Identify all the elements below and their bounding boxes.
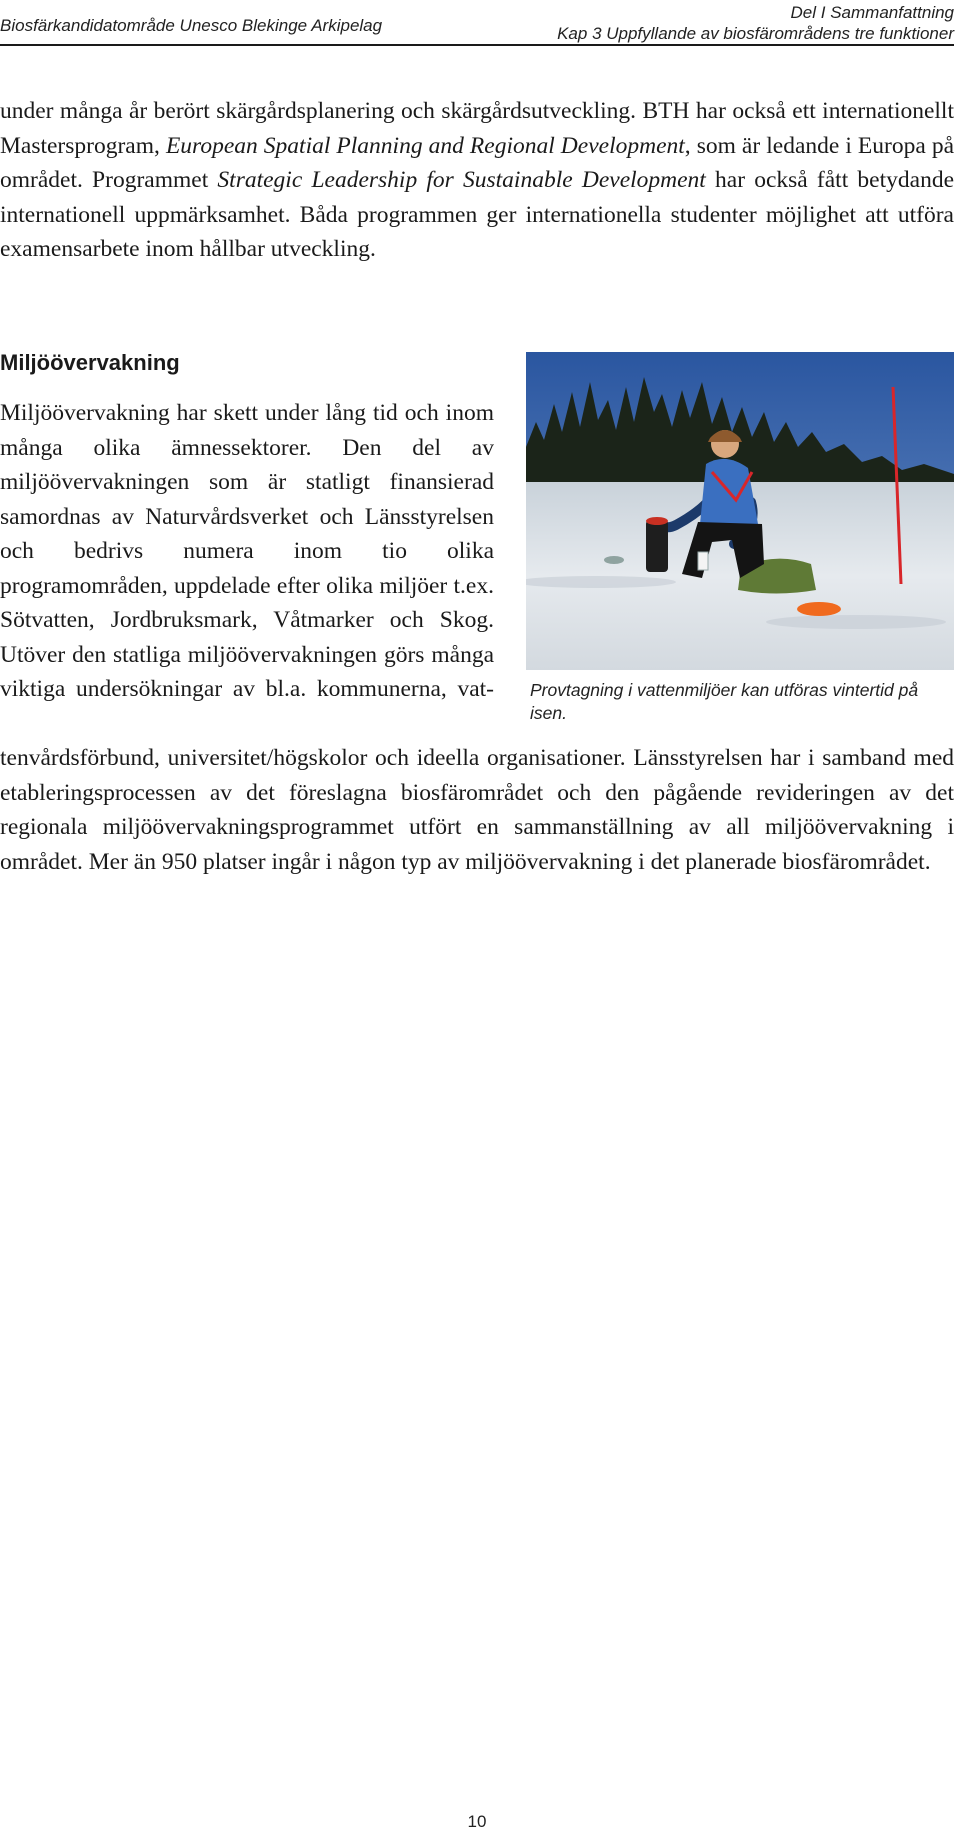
photo-illustration	[526, 352, 954, 670]
page-number: 10	[467, 1812, 487, 1831]
header-chapter-label: Kap 3 Uppfyllande av biosfärområdens tre funktioner	[557, 24, 954, 43]
ice-hole	[604, 556, 624, 564]
figure-caption: Provtagning i vattenmiljöer kan utföras vintertid på isen.	[530, 680, 919, 723]
intro-paragraph	[0, 94, 954, 267]
sample-bottle	[698, 552, 708, 570]
intro-text-2: , som är ledande i Europa på området. Programmet	[0, 132, 955, 193]
orange-equipment	[797, 602, 841, 616]
section-heading: Miljöövervakning	[0, 350, 180, 375]
ice-sampling-photo	[526, 352, 954, 670]
sampling-cylinder	[646, 520, 668, 572]
intro-text-3: har också fått betydande internationell uppmärksamhet. Båda programmen ger internationella studenter möjlighet att utföra examensarbete inom hållbar utveckling.	[0, 167, 954, 262]
section-paragraph-wrapped: Miljöövervakning har skett under lång tid och inom många olika ämnessektorer. Den del av miljöövervakningen som är statligt finansierad samordnas av Naturvårdsverket och Länsstyrelsen och bedrivs numera inom tio olika programområden, uppdelade efter olika miljöer t.ex. Sötvatten, Jordbruksmark, Våtmarker och Skog. Utöver den statliga miljöövervakningen görs många viktiga undersökningar av bl.a. kommunerna, vat-	[0, 400, 494, 702]
header-chapter-info	[557, 2, 954, 44]
header-document-title: Biosfärkandidatområde Unesco Blekinge Arkipelag	[0, 16, 383, 35]
header-divider	[0, 44, 954, 46]
program-name-espr: European Spatial Planning and Regional Development	[165, 132, 685, 159]
section-paragraph-continued: tenvårdsförbund, universitet/högskolor och ideella organisationer. Länsstyrelsen har i samband med etableringsprocessen av det föreslagna biosfärområdet och den pågående revideringen av det regionala miljöövervakningsprogrammet utfört en sammanställning av all miljöövervakning i området. Mer än 950 platser ingår i någon typ av miljöövervakning i det planerade biosfärområdet.	[0, 745, 954, 875]
intro-text-1: under många år berört skärgårdsplanering och skärgårdsutveckling. BTH har också ett internationellt Mastersprogram,	[0, 98, 954, 159]
header-part-label: Del I Sammanfattning	[790, 3, 954, 22]
program-name-slsd: Strategic Leadership for Sustainable Development	[217, 167, 706, 193]
